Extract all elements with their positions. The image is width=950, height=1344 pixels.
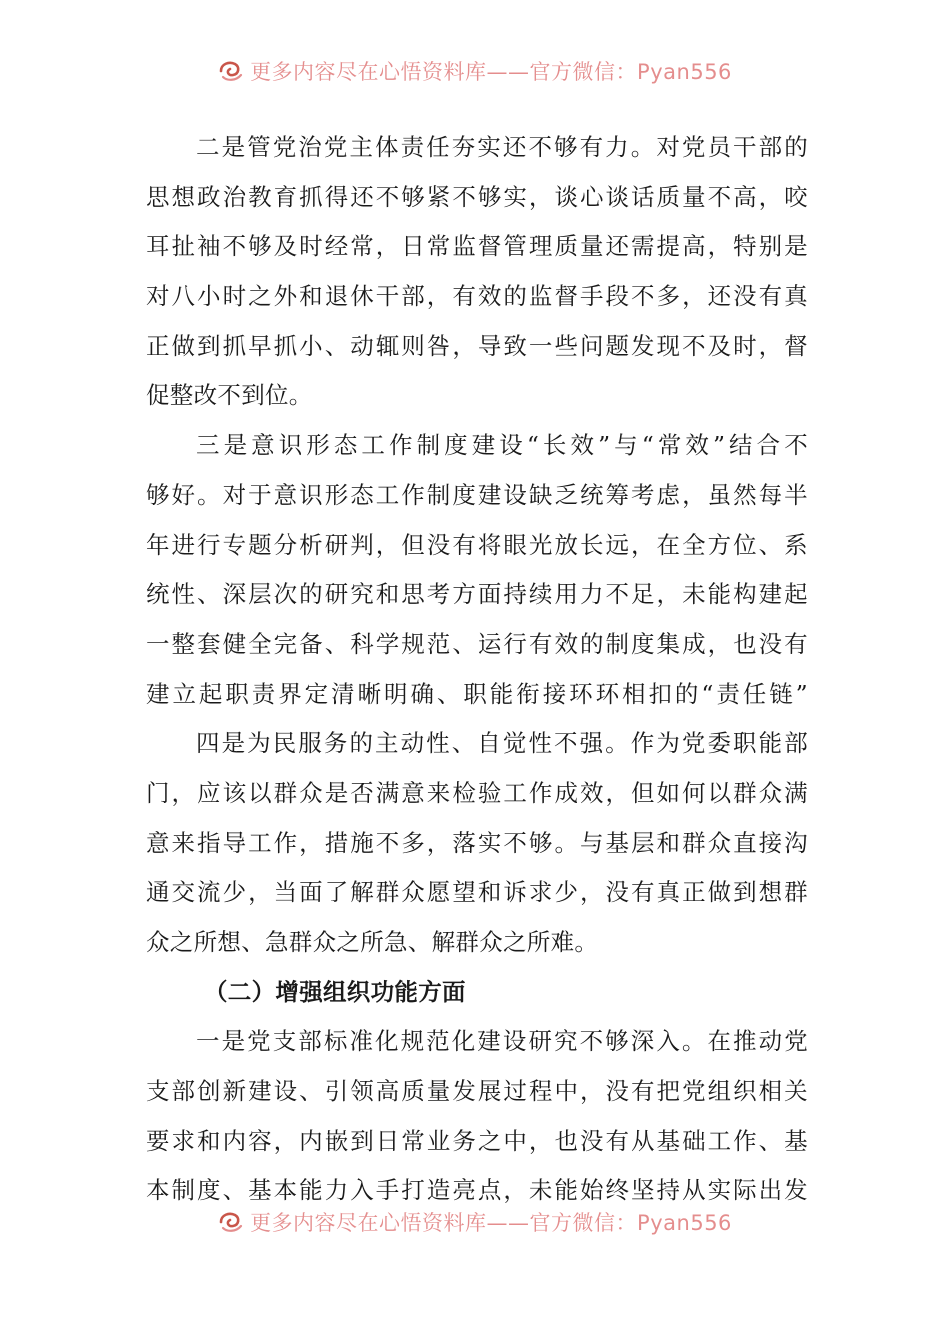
text-line: 耳扯袖不够及时经常，日常监督管理质量还需提高，特别是 (146, 232, 808, 261)
section-heading: （二）增强组织功能方面 (204, 977, 466, 1006)
text-line: 本制度、基本能力入手打造亮点，未能始终坚持从实际出发 (146, 1176, 808, 1205)
text-line: 正做到抓早抓小、动辄则咎，导致一些问题发现不及时，督 (146, 331, 808, 360)
swirl-logo-icon (218, 1210, 244, 1234)
text-line: 统性、深层次的研究和思考方面持续用力不足，未能构建起 (146, 580, 808, 609)
text-line: 促整改不到位。 (146, 381, 313, 410)
text-line: 对八小时之外和退休干部，有效的监督手段不多，还没有真 (146, 282, 808, 311)
text-line: 年进行专题分析研判，但没有将眼光放长远，在全方位、系 (146, 530, 808, 559)
watermark-top (0, 56, 950, 86)
text-line: 门，应该以群众是否满意来检验工作成效，但如何以群众满 (146, 778, 808, 807)
text-line: 意来指导工作，措施不多，落实不够。与基层和群众直接沟 (146, 828, 808, 857)
watermark-text: 更多内容尽在心悟资料库——官方微信：Pyan556 (250, 1211, 732, 1235)
text-line: 二是管党治党主体责任夯实还不够有力。对党员干部的 (196, 133, 808, 161)
text-line: 四是为民服务的主动性、自觉性不强。作为党委职能部 (196, 729, 808, 758)
swirl-logo-icon (218, 59, 244, 83)
text-line: 思想政治教育抓得还不够紧不够实，谈心谈话质量不高，咬 (146, 182, 808, 211)
watermark-bottom (0, 1207, 950, 1237)
text-line: 一整套健全完备、科学规范、运行有效的制度集成，也没有 (146, 629, 808, 658)
watermark-text: 更多内容尽在心悟资料库——官方微信：Pyan556 (250, 60, 732, 84)
text-line: 建立起职责界定清晰明确、职能衔接环环相扣的“责任链” (146, 679, 808, 708)
text-line: 一是党支部标准化规范化建设研究不够深入。在推动党 (196, 1027, 808, 1056)
text-line: 够好。对于意识形态工作制度建设缺乏统筹考虑，虽然每半 (146, 480, 808, 509)
text-line: 要求和内容，内嵌到日常业务之中，也没有从基础工作、基 (146, 1126, 808, 1155)
document-body (146, 123, 808, 1216)
text-line: 支部创新建设、引领高质量发展过程中，没有把党组织相关 (146, 1077, 808, 1106)
text-line: 三是意识形态工作制度建设“长效”与“常效”结合不 (196, 431, 808, 460)
text-line: 通交流少，当面了解群众愿望和诉求少，没有真正做到想群 (146, 878, 808, 907)
text-line: 众之所想、急群众之所急、解群众之所难。 (146, 928, 599, 956)
